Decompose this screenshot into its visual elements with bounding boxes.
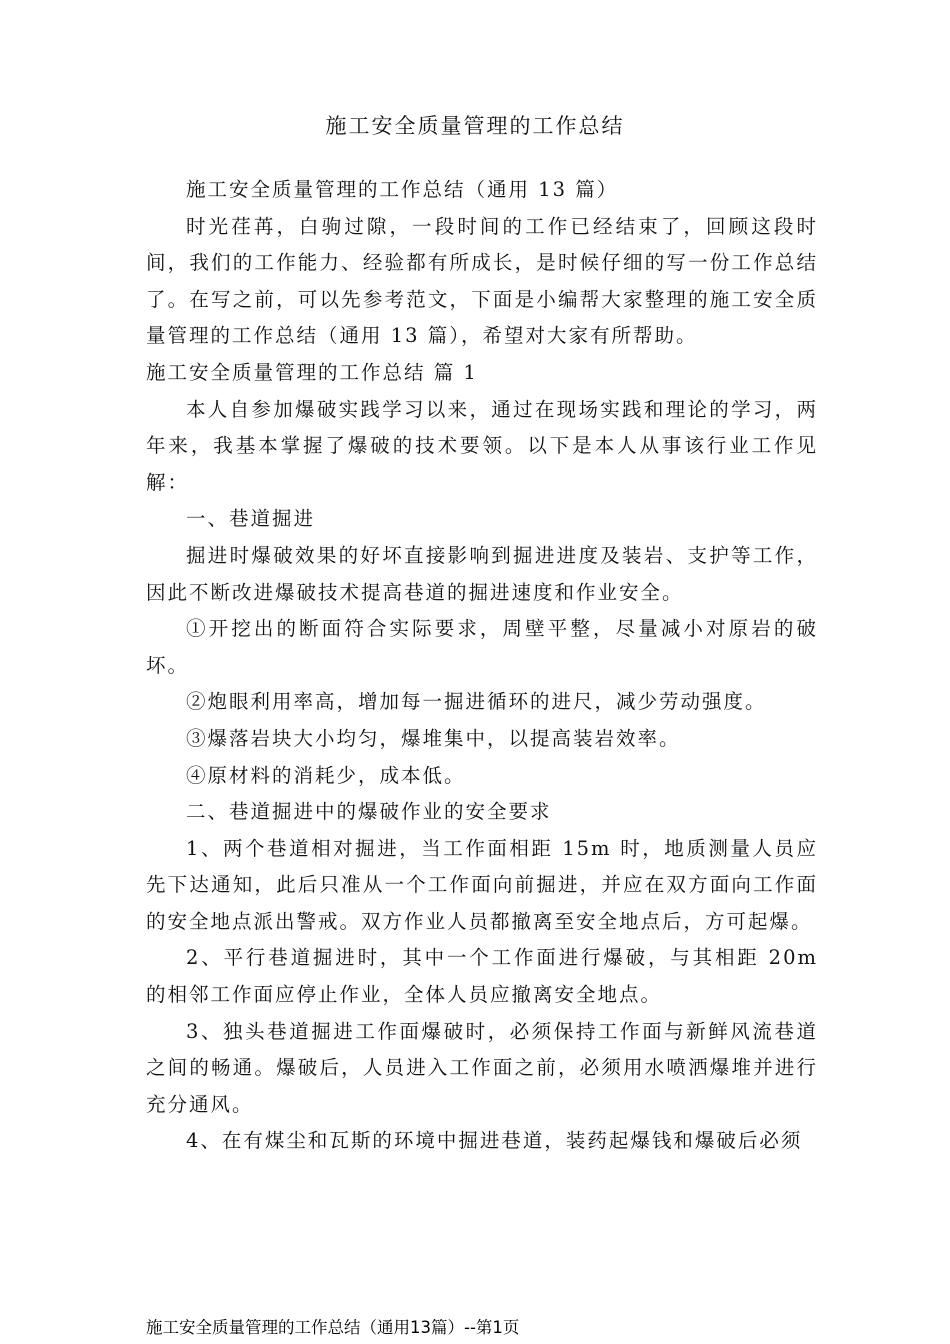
safety-rule-4: 4、在有煤尘和瓦斯的环境中掘进巷道，装药起爆钱和爆破后必须 xyxy=(186,1129,803,1153)
paragraph-subtitle: 施工安全质量管理的工作总结（通用 13 篇） xyxy=(186,178,619,201)
list-item-3: ③爆落岩块大小均匀，爆堆集中，以提高装岩效率。 xyxy=(186,726,681,750)
paragraph-experience: 本人自参加爆破实践学习以来，通过在现场实践和理论的学习，两年来，我基本掌握了爆破的技术要领。以下是本人从事该行业工作见解： xyxy=(146,397,818,494)
section-heading-part-1: 施工安全质量管理的工作总结 篇 1 xyxy=(146,360,478,384)
paragraph-intro: 时光荏苒，白驹过隙，一段时间的工作已经结束了，回顾这段时间，我们的工作能力、经验都有所成长，是时候仔细的写一份工作总结了。在写之前，可以先参考范文，下面是小编帮大家整理的施工安全质量管理的工作总结（通用 13 篇），希望对大家有所帮助。 xyxy=(146,214,818,348)
list-item-1: ①开挖出的断面符合实际要求，周壁平整，尽量减小对原岩的破坏。 xyxy=(146,617,818,677)
safety-rule-2: 2、平行巷道掘进时，其中一个工作面进行爆破，与其相距 20m 的相邻工作面应停止作业，全体人员应撤离安全地点。 xyxy=(146,946,818,1007)
safety-rule-1: 1、两个巷道相对掘进，当工作面相距 15m 时，地质测量人员应先下达通知，此后只准从一个工作面向前掘进，并应在双方面向工作面的安全地点派出警戒。双方作业人员都撤离至安全地点后，方可起爆。 xyxy=(146,836,818,933)
document-body xyxy=(146,172,818,1160)
safety-rule-3: 3、独头巷道掘进工作面爆破时，必须保持工作面与新鲜风流巷道之间的畅通。爆破后，人员进入工作面之前，必须用水喷洒爆堆并进行充分通风。 xyxy=(146,1019,818,1116)
document-title: 施工安全质量管理的工作总结 xyxy=(325,114,625,138)
page-footer: 施工安全质量管理的工作总结（通用13篇）--第1页 xyxy=(146,1318,520,1337)
list-item-4: ④原材料的消耗少，成本低。 xyxy=(186,763,466,787)
list-item-2: ②炮眼利用率高，增加每一掘进循环的进尺，减少劳动强度。 xyxy=(186,690,767,714)
heading-safety-requirements: 二、巷道掘进中的爆破作业的安全要求 xyxy=(186,800,552,824)
paragraph-excavation-effect: 掘进时爆破效果的好坏直接影响到掘进进度及装岩、支护等工作，因此不断改进爆破技术提高巷道的掘进速度和作业安全。 xyxy=(146,543,818,604)
heading-tunnel-excavation: 一、巷道掘进 xyxy=(186,507,316,531)
